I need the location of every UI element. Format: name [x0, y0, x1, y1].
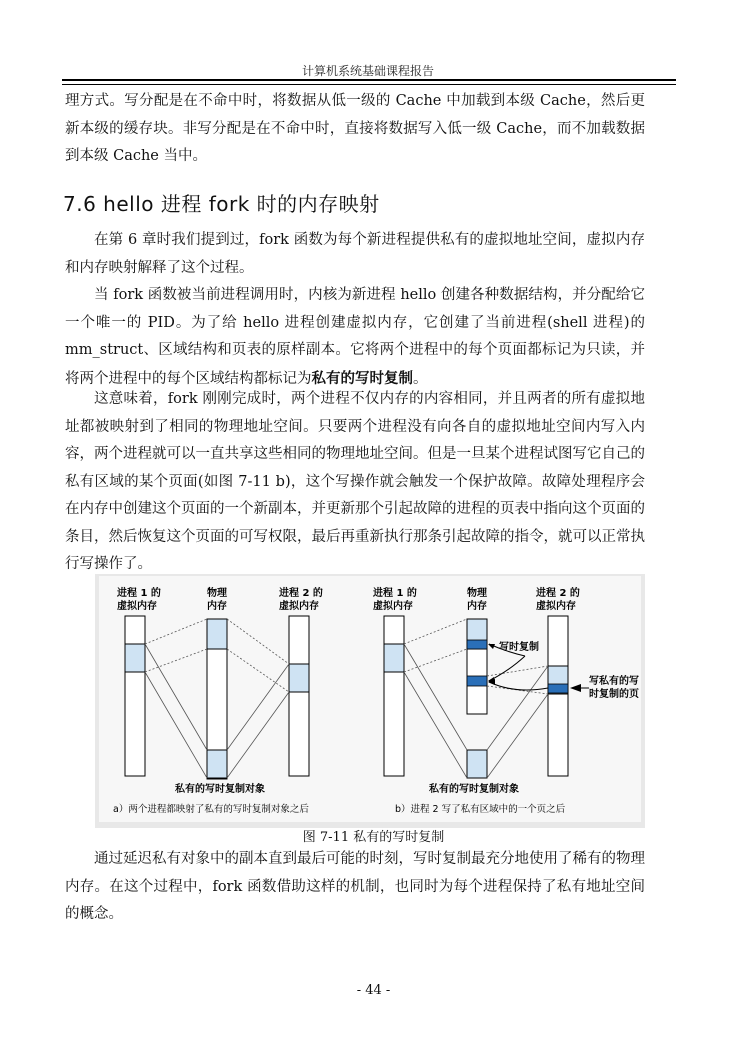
a-vm2-page — [289, 664, 309, 692]
b-vm2-label-1: 进程 2 的 — [536, 588, 580, 599]
a-vm1-label-2: 虚拟内存 — [117, 601, 157, 612]
a-object-label: 私有的写时复制对象 — [175, 784, 265, 795]
paragraph-2-text: 当 fork 函数被当前进程调用时，内核为新进程 hello 创建各种数据结构，并分配给它一个唯一的 PID。为了给 hello 进程创建虚拟内存，它创建了当前进程(shell 进程)的 mm_struct、区域结构和页表的原样副本。它将两个进程中的每个页面都标记为只读，并将两个进程中的每个区域结构都标记为 — [65, 287, 645, 387]
running-header: 计算机系统基础课程报告 — [301, 64, 434, 78]
a-phys-label-2: 内存 — [207, 601, 227, 612]
a-vm2-label-2: 虚拟内存 — [279, 601, 319, 612]
page-number: - 44 - — [356, 983, 391, 998]
figure-7-11 — [95, 574, 645, 828]
cow-term: 私有的写时复制 — [311, 369, 413, 387]
header-rule-thick — [62, 79, 676, 81]
a-vm2-column — [289, 616, 309, 776]
b-vm2-written-page — [548, 684, 568, 693]
a-vm1-page — [125, 644, 145, 672]
a-vm2-label-1: 进程 2 的 — [279, 588, 323, 599]
paragraph-1: 在第 6 章时我们提到过，fork 函数为每个新进程提供私有的虚拟地址空间，虚拟内存和内存映射解释了这个过程。 — [65, 232, 645, 276]
b-vm2-column — [548, 616, 568, 776]
b-phys-new-copy — [467, 676, 487, 686]
a-phys-page-top — [207, 619, 227, 649]
b-phys-label-2: 内存 — [467, 601, 487, 612]
b-vm1-column — [384, 616, 404, 776]
b-subcaption: b）进程 2 写了私有区域中的一个页之后 — [395, 804, 566, 815]
a-phys-label-1: 物理 — [207, 588, 227, 599]
paragraph-2-end: 。 — [413, 370, 428, 387]
b-vm1-label-1: 进程 1 的 — [373, 588, 417, 599]
paragraph-3: 这意味着，fork 刚刚完成时，两个进程不仅内存的内容相同，并且两者的所有虚拟地址都被映射到了相同的物理地址空间。只要两个进程没有向各自的虚拟地址空间内写入内容，两个进程就可以一直共享这些相同的物理地址空间。但是一旦某个进程试图写它自己的私有区域的某个页面(如图 7-11 b)，这个写操作就会触发一个保护故障。故障处理程序会在内存中创建这个页面的一个新副本，并更新那个引起故障的进程的页表中指向这个页面的条目，然后恢复这个页面的可写权限，最后再重新执行那条引起故障的指令，就可以正常执行写操作了。 — [65, 391, 645, 572]
b-phys-page-bottom — [467, 750, 487, 778]
b-vm2-label-2: 虚拟内存 — [536, 601, 576, 612]
b-object-label: 私有的写时复制对象 — [429, 784, 519, 795]
b-cow-label: 写时复制 — [499, 642, 539, 653]
b-vm1-label-2: 虚拟内存 — [373, 601, 413, 612]
intro-paragraph: 理方式。写分配是在不命中时，将数据从低一级的 Cache 中加载到本级 Cache，然后更新本级的缓存块。非写分配是在不命中时，直接将数据写入低一级 Cache，而不加载数据到本级 Cache 当中。 — [65, 93, 645, 164]
a-vm1-column — [125, 616, 145, 776]
b-written-label-1: 写私有的写 — [589, 676, 639, 687]
a-vm1-label-1: 进程 1 的 — [117, 588, 161, 599]
paragraph-4: 通过延迟私有对象中的副本直到最后可能的时刻，写时复制最充分地使用了稀有的物理内存。在这个过程中，fork 函数借助这样的机制，也同时为每个进程保持了私有地址空间的概念。 — [65, 851, 645, 922]
paragraph-2 — [65, 282, 645, 393]
b-phys-copy-marker — [467, 640, 487, 649]
b-phys-label-1: 物理 — [467, 588, 487, 599]
section-heading: 7.6 hello 进程 fork 时的内存映射 — [63, 192, 380, 216]
a-subcaption: a）两个进程都映射了私有的写时复制对象之后 — [113, 804, 309, 815]
b-vm1-page — [384, 644, 404, 672]
a-phys-page-bottom — [207, 750, 227, 778]
header-rule-thin — [62, 84, 676, 85]
figure-caption: 图 7-11 私有的写时复制 — [302, 830, 445, 845]
b-written-label-2: 时复制的页 — [589, 689, 639, 700]
